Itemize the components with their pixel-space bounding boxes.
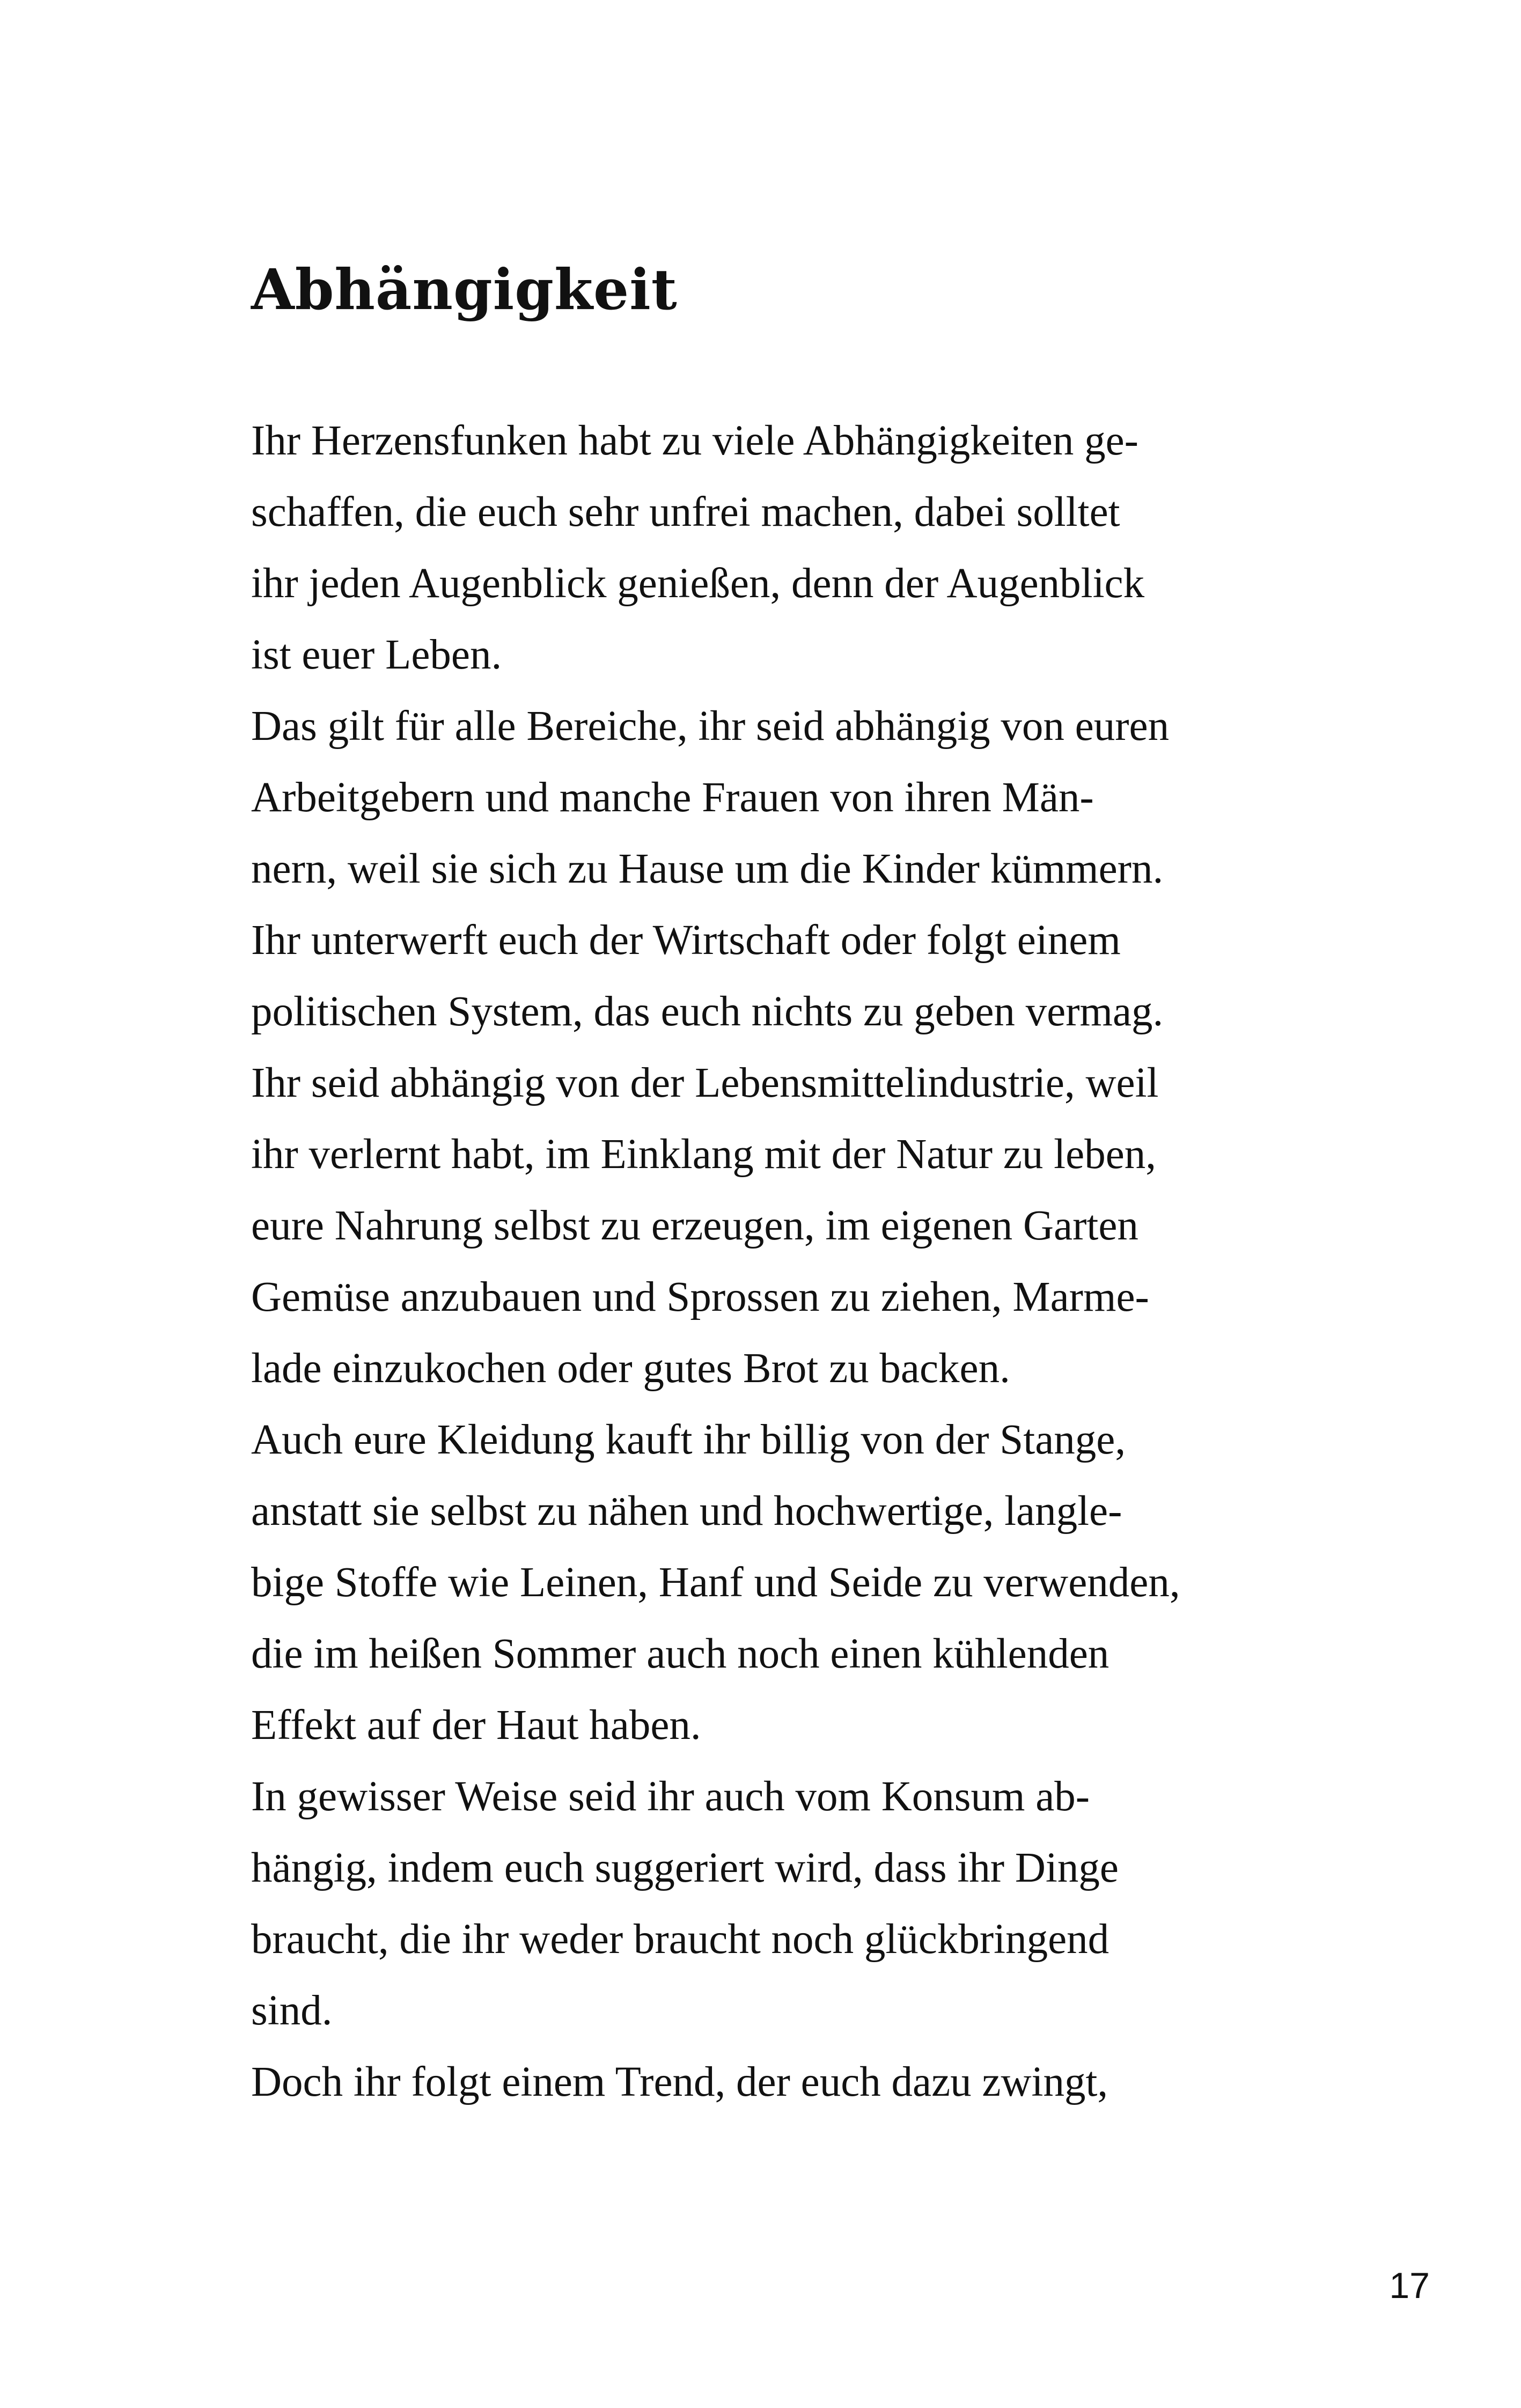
text-line: Arbeitgebern und manche Frauen von ihren Män- bbox=[251, 774, 1094, 821]
page-number: 17 bbox=[1389, 2265, 1430, 2306]
text-line: nern, weil sie sich zu Hause um die Kinder kümmern. bbox=[251, 846, 1164, 892]
text-line: hängig, indem euch suggeriert wird, dass ihr Dinge bbox=[251, 1845, 1119, 1891]
text-line: Ihr seid abhängig von der Lebensmittelindustrie, weil bbox=[251, 1060, 1159, 1106]
text-line: eure Nahrung selbst zu erzeugen, im eigenen Garten bbox=[251, 1202, 1138, 1249]
text-line: ihr verlernt habt, im Einklang mit der Natur zu leben, bbox=[251, 1131, 1157, 1178]
text-line: ihr jeden Augenblick genießen, denn der Augenblick bbox=[251, 560, 1145, 607]
text-line: Ihr unterwerft euch der Wirtschaft oder folgt einem bbox=[251, 917, 1121, 964]
text-line: In gewisser Weise seid ihr auch vom Konsum ab- bbox=[251, 1773, 1090, 1820]
chapter-title: Abhängigkeit bbox=[251, 256, 678, 322]
text-line: lade einzukochen oder gutes Brot zu backen. bbox=[251, 1345, 1010, 1392]
text-line: die im heißen Sommer auch noch einen kühlenden bbox=[251, 1631, 1109, 1677]
text-line: Ihr Herzensfunken habt zu viele Abhängigkeiten ge- bbox=[251, 417, 1138, 464]
text-line: politischen System, das euch nichts zu geben vermag. bbox=[251, 988, 1164, 1035]
text-line: Das gilt für alle Bereiche, ihr seid abhängig von euren bbox=[251, 703, 1170, 750]
text-line: Gemüse anzubauen und Sprossen zu ziehen, Marme- bbox=[251, 1274, 1149, 1320]
text-line: Doch ihr folgt einem Trend, der euch dazu zwingt, bbox=[251, 2059, 1108, 2105]
text-line: schaffen, die euch sehr unfrei machen, dabei solltet bbox=[251, 489, 1120, 535]
text-line: braucht, die ihr weder braucht noch glückbringend bbox=[251, 1916, 1109, 1963]
text-line: Auch eure Kleidung kauft ihr billig von der Stange, bbox=[251, 1416, 1126, 1463]
text-line: Effekt auf der Haut haben. bbox=[251, 1702, 701, 1749]
text-line: sind. bbox=[251, 1987, 333, 2034]
text-line: bige Stoffe wie Leinen, Hanf und Seide zu verwenden, bbox=[251, 1559, 1180, 1606]
text-line: ist euer Leben. bbox=[251, 632, 502, 678]
body-text bbox=[251, 405, 1303, 2118]
text-line: anstatt sie selbst zu nähen und hochwertige, langle- bbox=[251, 1488, 1122, 1535]
